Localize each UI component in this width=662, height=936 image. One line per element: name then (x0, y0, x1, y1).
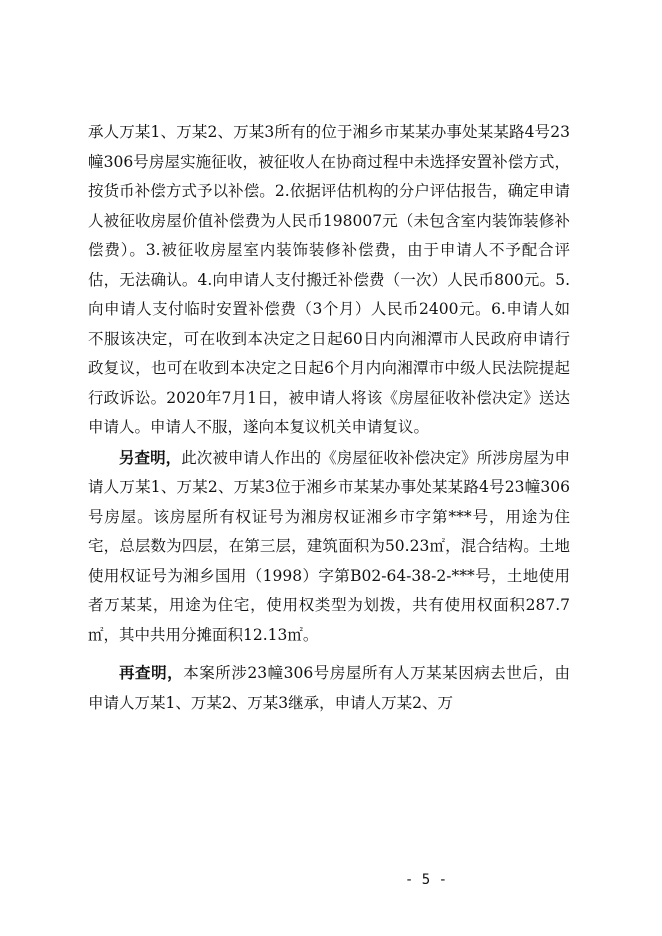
paragraph-2-lead: 另查明， (119, 447, 182, 467)
paragraph-2-text: 此次被申请人作出的《房屋征收补偿决定》所涉房屋为申请人万某1、万某2、万某3位于湘乡市某某办事处某某路4号23幢306号房屋。该房屋所有权证号为湘房权证湘乡市字第***号，用途为住宅，总层数为四层，在第三层，建筑面积为50.23㎡，混合结构。土地使用权证号为湘乡国用（1998）字第B02-64-38-2-***号，土地使用者万某某，用途为住宅，使用权类型为划拨，共有使用权面积287.7㎡，其中共用分摊面积12.13㎡。 (88, 448, 570, 644)
document-page (88, 118, 570, 718)
paragraph-3-text: 本案所涉23幢306号房屋所有人万某某因病去世后，由申请人万某1、万某2、万某3继承，申请人万某2、万 (88, 664, 570, 712)
paragraph-2 (88, 443, 570, 651)
paragraph-3-lead: 再查明， (119, 663, 184, 682)
paragraph-1-text: 承人万某1、万某2、万某3所有的位于湘乡市某某办事处某某路4号23幢306号房屋实施征收，被征收人在协商过程中未选择安置补偿方式，按货币补偿方式予以补偿。2.依据评估机构的分户评估报告，确定申请人被征收房屋价值补偿费为人民币198007元（未包含室内装饰装修补偿费）。3.被征收房屋室内装饰装修补偿费，由于申请人不予配合评估，无法确认。4.向申请人支付搬迁补偿费（一次）人民币800元。5.向申请人支付临时安置补偿费（3个月）人民币2400元。6.申请人如不服该决定，可在收到本决定之日起60日内向湘潭市人民政府申请行政复议，也可在收到本决定之日起6个月内向湘潭市中级人民法院提起行政诉讼。2020年7月1日，被申请人将该《房屋征收补偿决定》送达申请人。申请人不服，遂向本复议机关申请复议。 (88, 123, 570, 436)
page-number: - 5 - (404, 872, 448, 888)
paragraph-3 (88, 658, 570, 718)
paragraph-1 (88, 118, 570, 443)
